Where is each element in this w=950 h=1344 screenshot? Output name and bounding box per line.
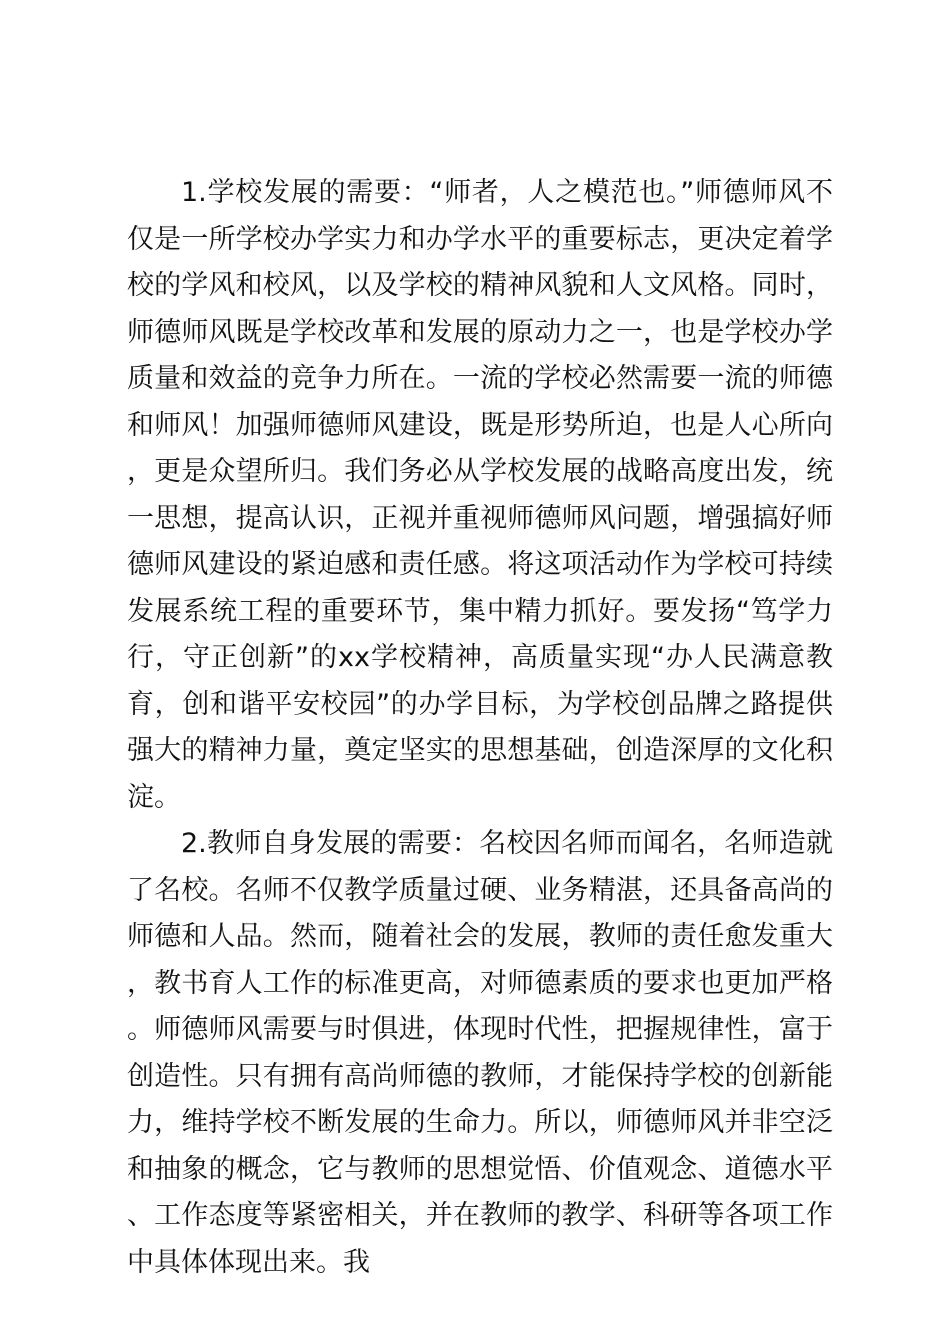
document-body [127,170,833,1286]
paragraph-teacher-development: 2.教师自身发展的需要：名校因名师而闻名，名师造就了名校。名师不仅教学质量过硬、业务精湛，还具备高尚的师德和人品。然而，随着社会的发展，教师的责任愈发重大，教书育人工作的标准更高，对师德素质的要求也更加严格。师德师风需要与时俱进，体现时代性，把握规律性，富于创造性。只有拥有高尚师德的教师，才能保持学校的创新能力，维持学校不断发展的生命力。所以，师德师风并非空泛和抽象的概念，它与教师的思想觉悟、价值观念、道德水平、工作态度等紧密相关，并在教师的教学、科研等各项工作中具体体现出来。我 [127,828,833,1278]
paragraph-school-development: 1.学校发展的需要：“师者，人之模范也。”师德师风不仅是一所学校办学实力和办学水平的重要标志，更决定着学校的学风和校风，以及学校的精神风貌和人文风格。同时，师德师风既是学校改革和发展的原动力之一，也是学校办学质量和效益的竞争力所在。一流的学校必然需要一流的师德和师风！加强师德师风建设，既是形势所迫，也是人心所向，更是众望所归。我们务必从学校发展的战略高度出发，统一思想，提高认识，正视并重视师德师风问题，增强搞好师德师风建设的紧迫感和责任感。将这项活动作为学校可持续发展系统工程的重要环节，集中精力抓好。要发扬“笃学力行，守正创新”的xx学校精神，高质量实现“办人民满意教育，创和谐平安校园”的办学目标，为学校创品牌之路提供强大的精神力量，奠定坚实的思想基础，创造深厚的文化积淀。 [127,177,833,813]
